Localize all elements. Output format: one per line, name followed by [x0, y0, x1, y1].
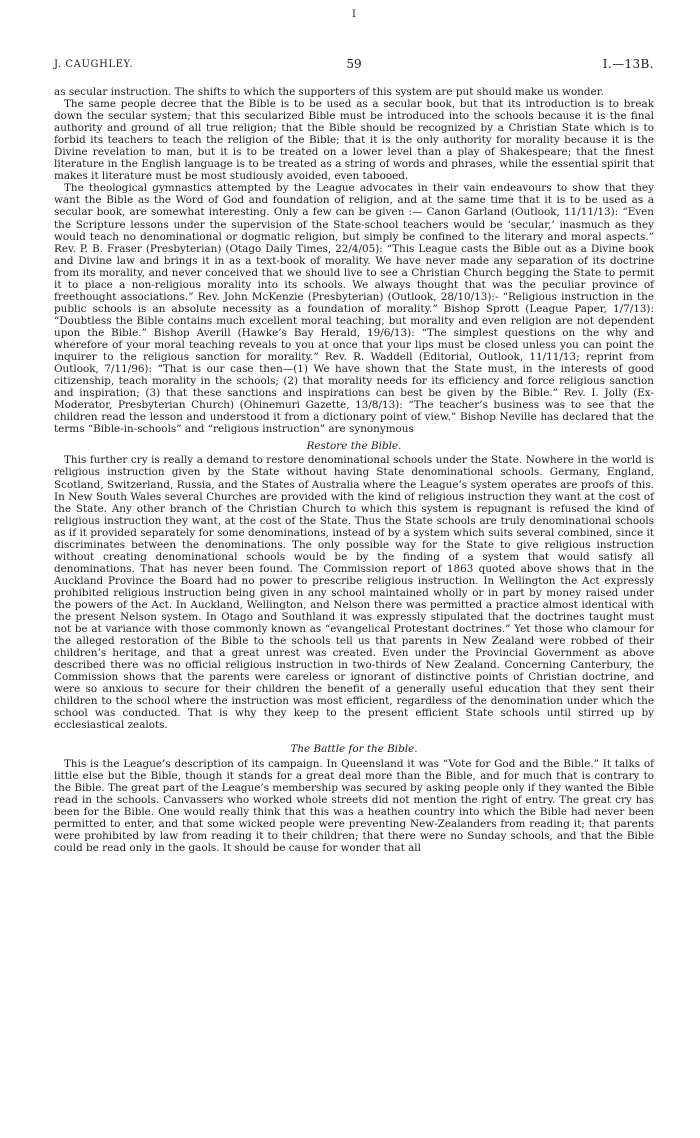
running-header — [54, 57, 654, 73]
paper-reference: I.—13B. — [602, 57, 654, 71]
paragraph-battle-for-the-bible: This is the League’s description of its campaign. In Queensland it was “Vote for God and the Bible.” It talks of little else but the Bible, though it stands for a great deal more than the Bible, and for much that is contrary to the Bible. The great part of the League’s membership was secured by asking people only if they wanted the Bible read in the schools. Canvassers who worked whole streets did not mention the right of entry. The great cry has been for the Bible. One would really think that this was a heathen country into which the Bible had never been permitted to enter, and that some wicked people were preventing New-Zealanders from reading it; that parents were prohibited by law from reading it to their children; that there were no Sunday schools, and that the Bible could be read only in the gaols. It should be cause for wonder that all — [54, 757, 654, 854]
section-heading-restore-the-bible: Restore the Bible. — [306, 440, 402, 453]
body-text — [54, 86, 654, 854]
document-page — [54, 0, 654, 1138]
paragraph-restore-the-bible: This further cry is really a demand to restore denominational schools under the State. Nowhere in the world is religious instruction given by the State without having State denominational schools. Germany, England, Scotland, Switzerland, Russia, and the States of Australia where the League’s system operates are proofs of this. In New South Wales several Churches are provided with the kind of religious instruction they want at the cost of the State. Any other branch of the Christian Church to which this system is repugnant is refused the kind of religious instruction they want, at the cost of the State. Thus the State schools are truly denominational schools as if it provided separately for some denominations, instead of by a system which suits several combined, since it discriminates between the denominations. The only possible way for the State to give religious instruction without creating denominational schools would be by the finding of a system that would satisfy all denominations. That has never been found. The Commission report of 1863 quoted above shows that in the Auckland Province the Board had no power to prescribe religious instruction. In Wellington the Act expressly prohibited religious instruction being given in any school maintained wholly or in part by money raised under the powers of the Act. In Auckland, Wellington, and Nelson there was permitted a practice almost identical with the present Nelson system. In Otago and Southland it was expressly stipulated that the doctrines taught must not be at variance with those commonly known as “evangelical Protestant doctrines.” Yet those who clamour for the alleged restoration of the Bible to the schools tell us that parents in New Zealand were robbed of their children’s heritage, and that a great unrest was created. Even under the Provincial Government as above described there was no official religious instruction in two-thirds of New Zealand. Concerning Canterbury, the Commission shows that the parents were careless or ignorant of distinctive points of Christian doctrine, and were so anxious to secure for their children the benefit of a generally useful education that they sent their children to the school where the instruction was most efficient, regardless of the denomination under which the school was conducted. That is why they keep to the present efficient State schools until stirred up by ecclesiastical zealots. — [54, 454, 654, 732]
paragraph-theological-gymnastics: The theological gymnastics attempted by the League advocates in their vain endeavours to show that they want the Bible as the Word of God and foundation of religion, and at the same time that it is to be used as a secular book, are somewhat interesting. Only a few can be given :— Canon Garland (Outlook, 11/11/13): “Even the Scripture lessons under the supervision of the State-school teachers would be ‘secular,’ inasmuch as they would teach no denominational or dogmatic religion, but simply be confined to the literary and moral aspects.” Rev. P. B. Fraser (Presbyterian) (Otago Daily Times, 22/4/05): “This League casts the Bible out as a Divine book and Divine law and brings it in as a text-book of morality. We have never made any separation of its doctrine from its morality, and never conceived that we should live to see a Christian Church begging the State to permit it to place a non-religious morality into its schools. We always thought that was the peculiar province of freethought associations.” Rev. John McKenzie (Presbyterian) (Outlook, 28/10/13):- “Religious instruction in the public schools is an absolute necessity as a foundation of morality.” Bishop Sprott (League Paper, 1/7/13): “Doubtless the Bible contains much excellent moral teaching, but morality and even religion are not dependent upon the Bible.” Bishop Averill (Hawke’s Bay Herald, 19/6/13): “The simplest questions on the why and wherefore of your moral teaching reveals to you at once that your lips must be closed unless you can point the inquirer to the religious sanction for morality.” Rev. R. Waddell (Editorial, Outlook, 11/11/13; reprint from Outlook, 7/11/96): “That is our case then—(1) We have shown that the State must, in the interests of good citizenship, teach morality in the schools; (2) that morality needs for its efficiency and force religious sanction and inspiration; (3) that these sanctions and inspirations can best be given by the Bible.” Rev. I. Jolly (Ex-Moderator, Presbyterian Church) (Ohinemuri Gazette, 13/8/13): “The teacher’s business was to see that the children read the lesson and understood it from a dictionary point of view.” Bishop Neville has declared that the terms “Bible-in-schools” and “religious instruction” are synonymous — [54, 182, 654, 436]
page-number: 59 — [346, 57, 362, 71]
paragraph-secular-bible: The same people decree that the Bible is to be used as a secular book, but that its introduction is to break down the secular system; that this secularized Bible must be introduced into the schools because it is the final authority and ground of all true religion; that the Bible should be recognized by a Christian State which is to forbid its teachers to teach the religion of the Bible; that it is the only authority for morality because it is the Divine revelation to man, but it is to be treated on a lower level than a play of Shakespeare; that the finest literature in the English language is to be treated as a string of words and phrases, while the essential spirit that makes it literature must be most studiously avoided, even tabooed. — [54, 98, 654, 183]
paragraph-continuation: as secular instruction. The shifts to which the supporters of this system are put should make us wonder. — [54, 86, 604, 98]
page-top-mark: I — [352, 9, 356, 20]
header-author: J. CAUGHLEY. — [54, 59, 134, 70]
section-heading-battle-for-the-bible: The Battle for the Bible. — [290, 743, 418, 756]
